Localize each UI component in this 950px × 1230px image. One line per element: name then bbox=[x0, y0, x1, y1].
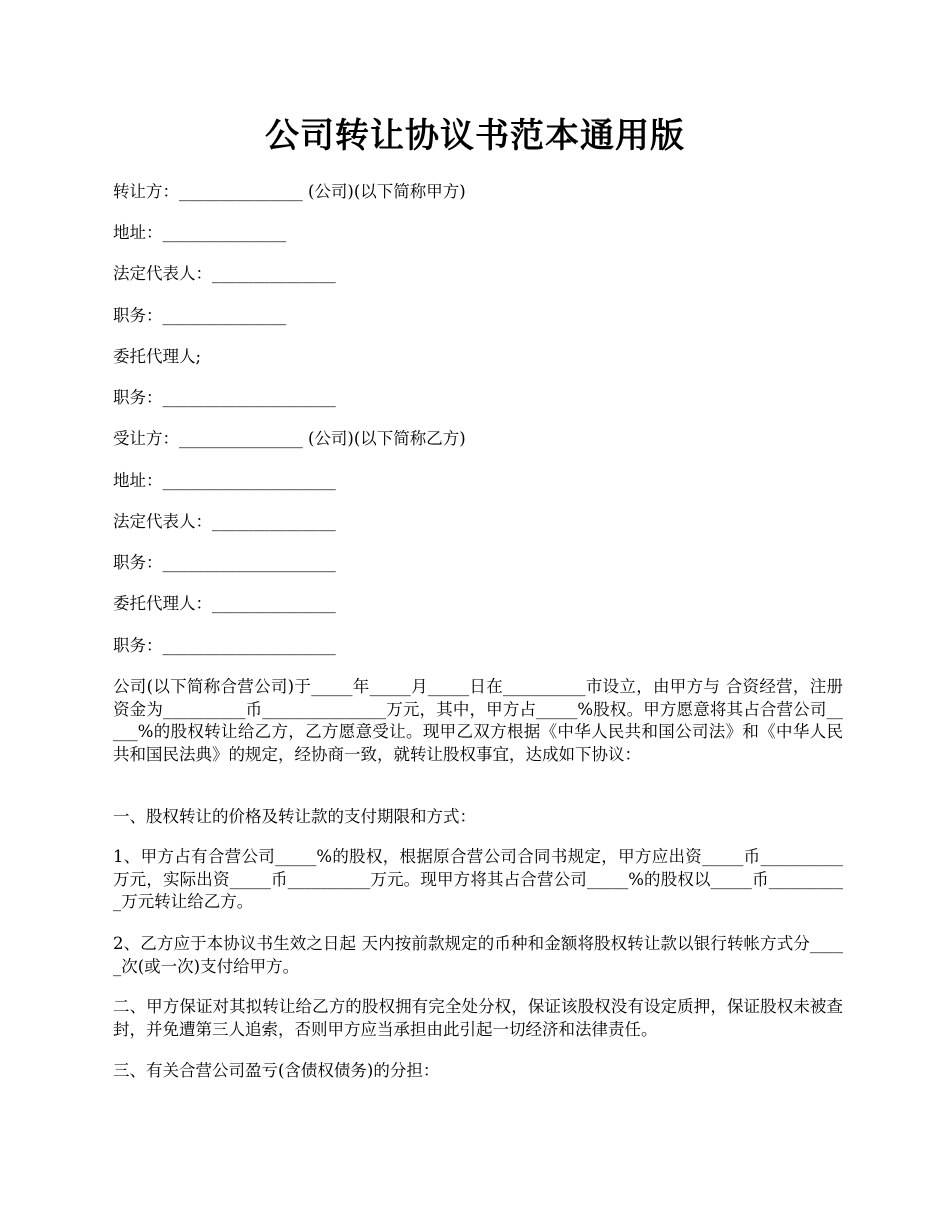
section-3-heading: 三、有关合营公司盈亏(含债权债务)的分担： bbox=[113, 1061, 440, 1080]
transferor-name-line: 转让方：_______________ (公司)(以下简称甲方) bbox=[113, 182, 466, 201]
transferee-legal-rep-line: 法定代表人：_______________ bbox=[113, 512, 336, 531]
transferor-legal-rep-line: 法定代表人：_______________ bbox=[113, 264, 336, 283]
transferee-address-line: 地址：_____________________ bbox=[113, 471, 336, 490]
transferee-name-line: 受让方：_______________ (公司)(以下简称乙方) bbox=[113, 429, 466, 448]
transferee-position-line: 职务：_____________________ bbox=[113, 553, 336, 572]
transferee-agent-position-line: 职务：_____________________ bbox=[113, 636, 336, 655]
section-2-paragraph: 二、甲方保证对其拟转让给乙方的股权拥有完全处分权，保证该股权没有设定质押，保证股权未被查封，并免遭第三人追索，否则甲方应当承担由此引起一切经济和法律责任。 bbox=[113, 997, 843, 1039]
transferor-position-line: 职务：_______________ bbox=[113, 306, 287, 325]
transferor-agent-line: 委托代理人; bbox=[113, 347, 202, 366]
clause-2-paragraph: 2、乙方应于本协议书生效之日起 天内按前款规定的币种和金额将股权转让款以银行转帐方式分_____次(或一次)支付给甲方。 bbox=[113, 934, 843, 976]
preamble-paragraph: 公司(以下简称合营公司)于_____年_____月_____日在__________市设立，由甲方与 合资经营，注册资金为__________币_______________万元，其中，甲方占_____%股权。甲方愿意将其占合营公司_____%的股权转让给乙方，乙方愿意受让。现甲乙双方根据《中华人民共和国公司法》和《中华人民共和国民法典》的规定，经协商一致，就转让股权事宜，达成如下协议： bbox=[113, 677, 843, 764]
transferee-agent-line: 委托代理人：_______________ bbox=[113, 594, 336, 613]
document-title: 公司转让协议书范本通用版 bbox=[265, 116, 685, 156]
transferor-agent-position-line: 职务：_____________________ bbox=[113, 388, 336, 407]
section-1-heading: 一、股权转让的价格及转让款的支付期限和方式： bbox=[113, 807, 476, 826]
transferor-address-line: 地址：_______________ bbox=[113, 223, 287, 242]
clause-1-paragraph: 1、甲方占有合营公司_____%的股权，根据原合营公司合同书规定，甲方应出资_____币__________万元，实际出资_____币__________万元。现甲方将其占合营公司_____%的股权以_____币__________万元转让给乙方。 bbox=[113, 847, 843, 911]
